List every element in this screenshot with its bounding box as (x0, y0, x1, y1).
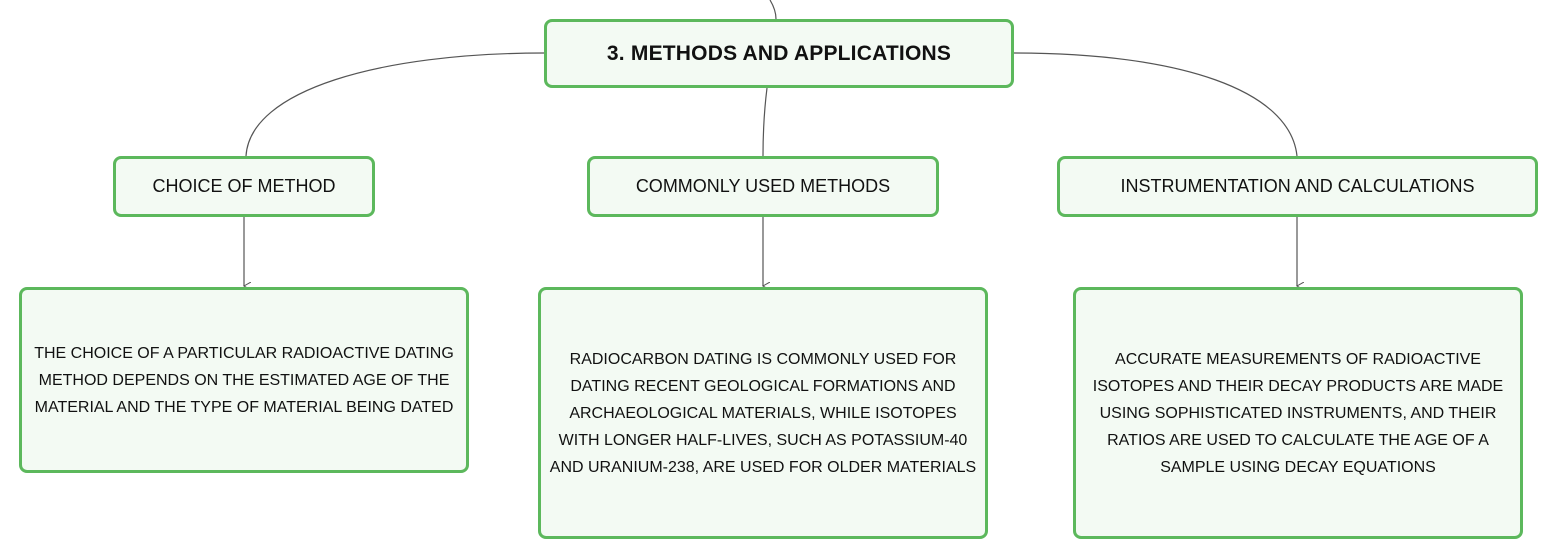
branch-node-choice-of-method[interactable] (113, 156, 375, 217)
branch-node-label: INSTRUMENTATION AND CALCULATIONS (1120, 176, 1475, 196)
leaf-node-instrumentation-detail[interactable] (1073, 287, 1523, 539)
branch-node-commonly-used-methods[interactable] (587, 156, 939, 217)
branch-node-label: COMMONLY USED METHODS (635, 176, 891, 196)
leaf-node-commonly-used-methods-detail[interactable] (538, 287, 988, 539)
parent-connector (770, 0, 776, 19)
connector-root-to-commonly-used-methods (763, 88, 767, 156)
connector-root-to-choice-of-method (246, 53, 544, 156)
root-node-methods-and-applications[interactable] (544, 19, 1014, 88)
branch-node-label: CHOICE OF METHOD (152, 176, 336, 196)
leaf-node-text: ACCURATE MEASUREMENTS OF RADIOACTIVE ISOTOPES AND THEIR DECAY PRODUCTS ARE MADE USING SOPHISTICATED INSTRUMENTS, AND THEIR RATIOS ARE USED TO CALCULATE THE AGE OF A SAMPLE USING DECAY EQUATIONS (1092, 350, 1504, 476)
leaf-node-choice-of-method-detail[interactable] (19, 287, 469, 473)
leaf-node-text: THE CHOICE OF A PARTICULAR RADIOACTIVE DATING METHOD DEPENDS ON THE ESTIMATED AGE OF THE MATERIAL AND THE TYPE OF MATERIAL BEING DATED (34, 344, 454, 416)
branch-node-instrumentation-and-calculations[interactable] (1057, 156, 1538, 217)
root-node-label: 3. METHODS AND APPLICATIONS (606, 41, 952, 65)
leaf-node-text: RADIOCARBON DATING IS COMMONLY USED FOR DATING RECENT GEOLOGICAL FORMATIONS AND ARCHAEOLOGICAL MATERIALS, WHILE ISOTOPES WITH LONGER HALF-LIVES, SUCH AS POTASSIUM-40 AND URANIUM-238, ARE USED FOR OLDER MATERIALS (549, 350, 977, 476)
connector-root-to-instrumentation (1014, 53, 1297, 156)
